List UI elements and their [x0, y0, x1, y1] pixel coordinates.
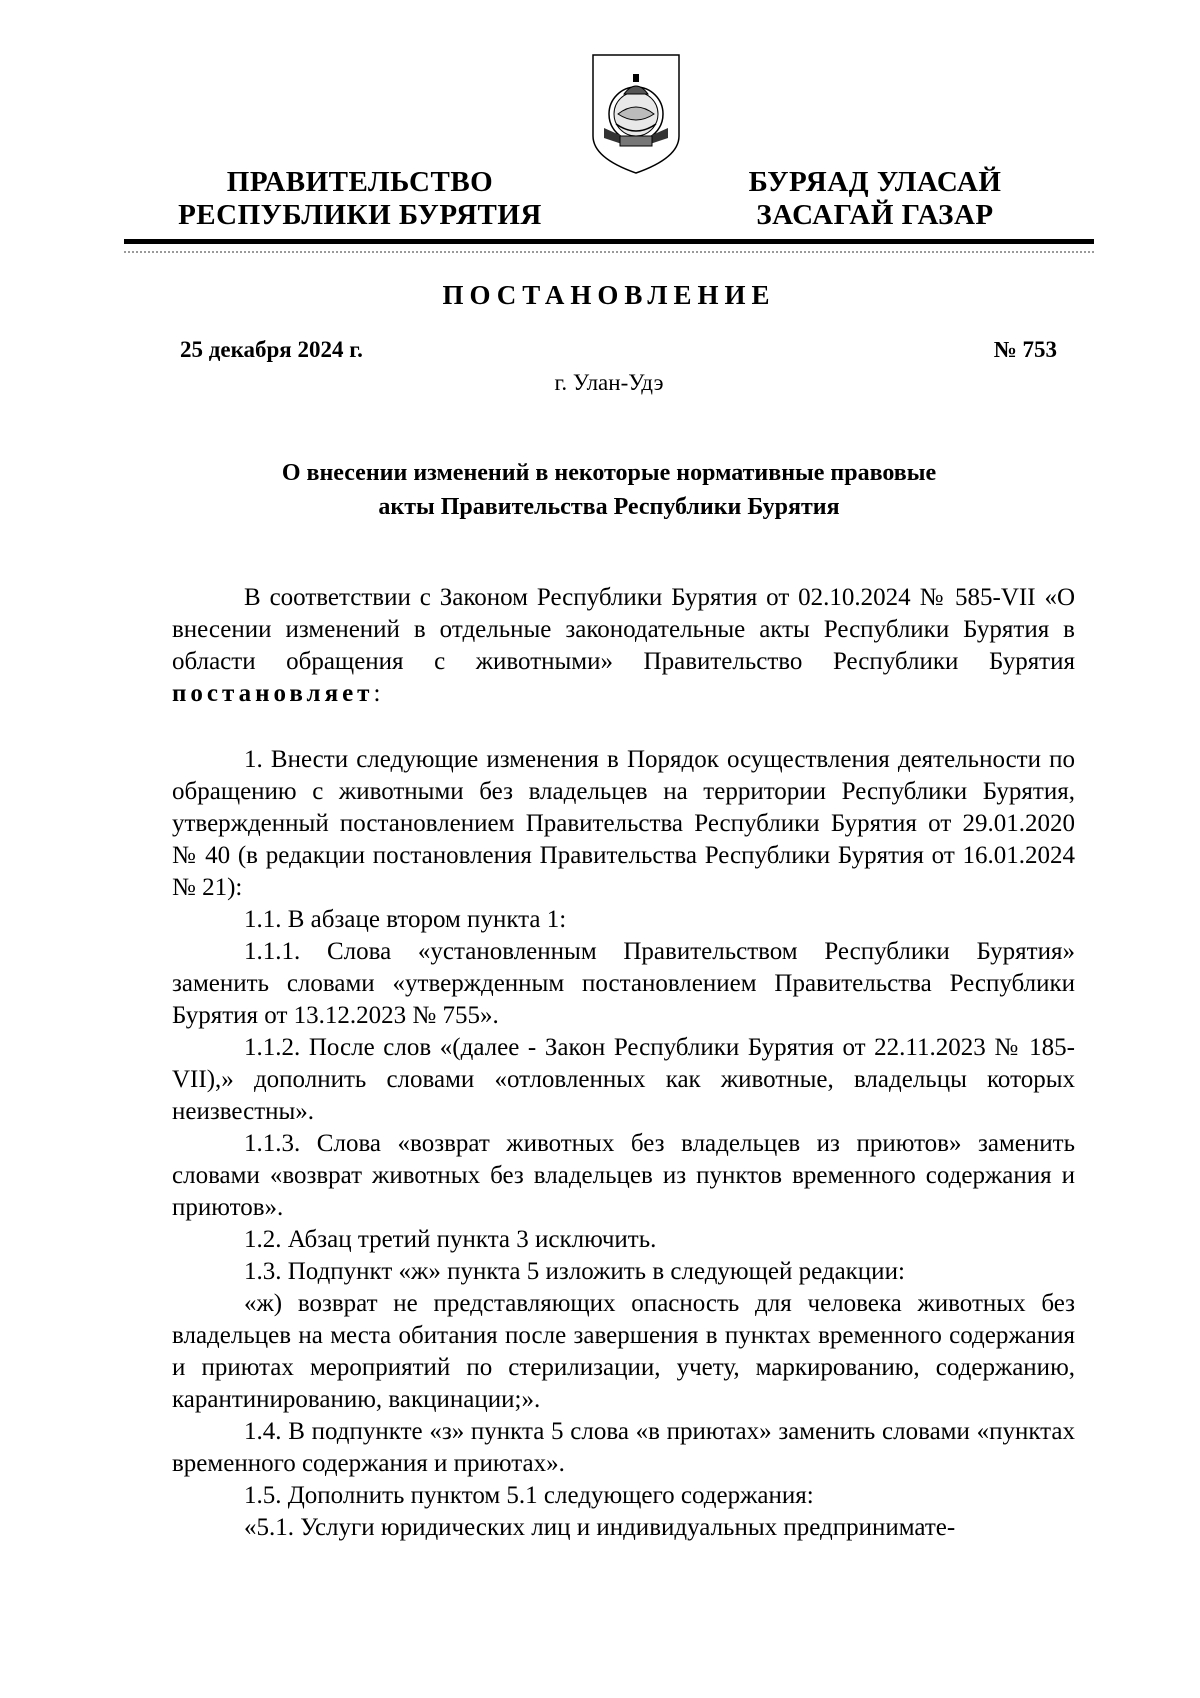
preamble	[172, 582, 1075, 710]
document-date: 25 декабря 2024 г.	[180, 337, 363, 362]
org-bua-line1: БУРЯАД УЛАСАЙ	[748, 166, 1002, 198]
document-city: г. Улан-Удэ	[554, 370, 664, 395]
title-line1: О внесении изменений в некоторые нормативные правовые	[281, 460, 937, 486]
paragraph-1-1-2: 1.1.2. После слов «(далее - Закон Республики Бурятия от 22.11.2023 № 185-VII),» дополнить словами «отловленных как животные, владельцы которых неизвестны».	[172, 1034, 1075, 1125]
org-ru-line1: ПРАВИТЕЛЬСТВО	[226, 166, 494, 198]
preamble-resolves: постановляет	[172, 680, 374, 707]
preamble-text: В соответствии с Законом Республики Бурятия от 02.10.2024 № 585-VII «О внесении изменений в отдельные законодательные акты Республики Бурятия в области обращения с животными» Правительство Республики Бурятия	[172, 584, 1075, 675]
paragraph-1-4: 1.4. В подпункте «з» пункта 5 слова «в приютах» заменить словами «пунктах временного содержания и приютах».	[172, 1418, 1075, 1477]
preamble-end: :	[373, 680, 381, 707]
paragraph-1-5: 1.5. Дополнить пунктом 5.1 следующего содержания:	[244, 1482, 814, 1509]
document-body	[172, 582, 1075, 1544]
paragraph-1-5-quote: «5.1. Услуги юридических лиц и индивидуальных предпринимате-	[244, 1514, 956, 1541]
paragraph-1-1-1: 1.1.1. Слова «установленным Правительством Республики Бурятия» заменить словами «утвержденным постановлением Правительства Республики Бурятия от 13.12.2023 № 755».	[172, 938, 1075, 1029]
document-title	[124, 456, 1094, 524]
paragraph-1-1: 1.1. В абзаце втором пункта 1:	[244, 906, 567, 933]
document-type: ПОСТАНОВЛЕНИЕ	[442, 280, 776, 310]
paragraph-1-3-quote: «ж) возврат не представляющих опасность для человека животных без владельцев на места обитания после завершения в пунктах временного содержания и приютах мероприятий по стерилизации, учету, маркированию, содержанию, карантинированию, вакцинации;».	[172, 1290, 1075, 1413]
org-name-russian	[160, 166, 560, 232]
document-number: № 753	[993, 337, 1057, 362]
paragraph-gap	[172, 710, 1075, 744]
paragraph-1-1-3: 1.1.3. Слова «возврат животных без владельцев из приютов» заменить словами «возврат животных без владельцев из пунктов временного содержания и приютов».	[172, 1130, 1075, 1221]
coat-of-arms-icon	[590, 52, 682, 176]
title-line2: акты Правительства Республики Бурятия	[378, 494, 840, 520]
header-divider-thick	[124, 239, 1094, 244]
org-ru-line2: РЕСПУБЛИКИ БУРЯТИЯ	[178, 199, 542, 231]
paragraph-1: 1. Внести следующие изменения в Порядок осуществления деятельности по обращению с животными без владельцев на территории Республики Бурятия, утвержденный постановлением Правительства Республики Бурятия от 29.01.2020 № 40 (в редакции постановления Правительства Республики Бурятия от 16.01.2024 № 21):	[172, 746, 1075, 901]
org-bua-line2: ЗАСАГАЙ ГАЗАР	[756, 199, 994, 231]
header-divider-thin	[124, 251, 1094, 253]
org-name-buryat	[725, 166, 1025, 232]
paragraph-1-2: 1.2. Абзац третий пункта 3 исключить.	[244, 1226, 657, 1253]
paragraph-1-3: 1.3. Подпункт «ж» пункта 5 изложить в следующей редакции:	[244, 1258, 905, 1285]
